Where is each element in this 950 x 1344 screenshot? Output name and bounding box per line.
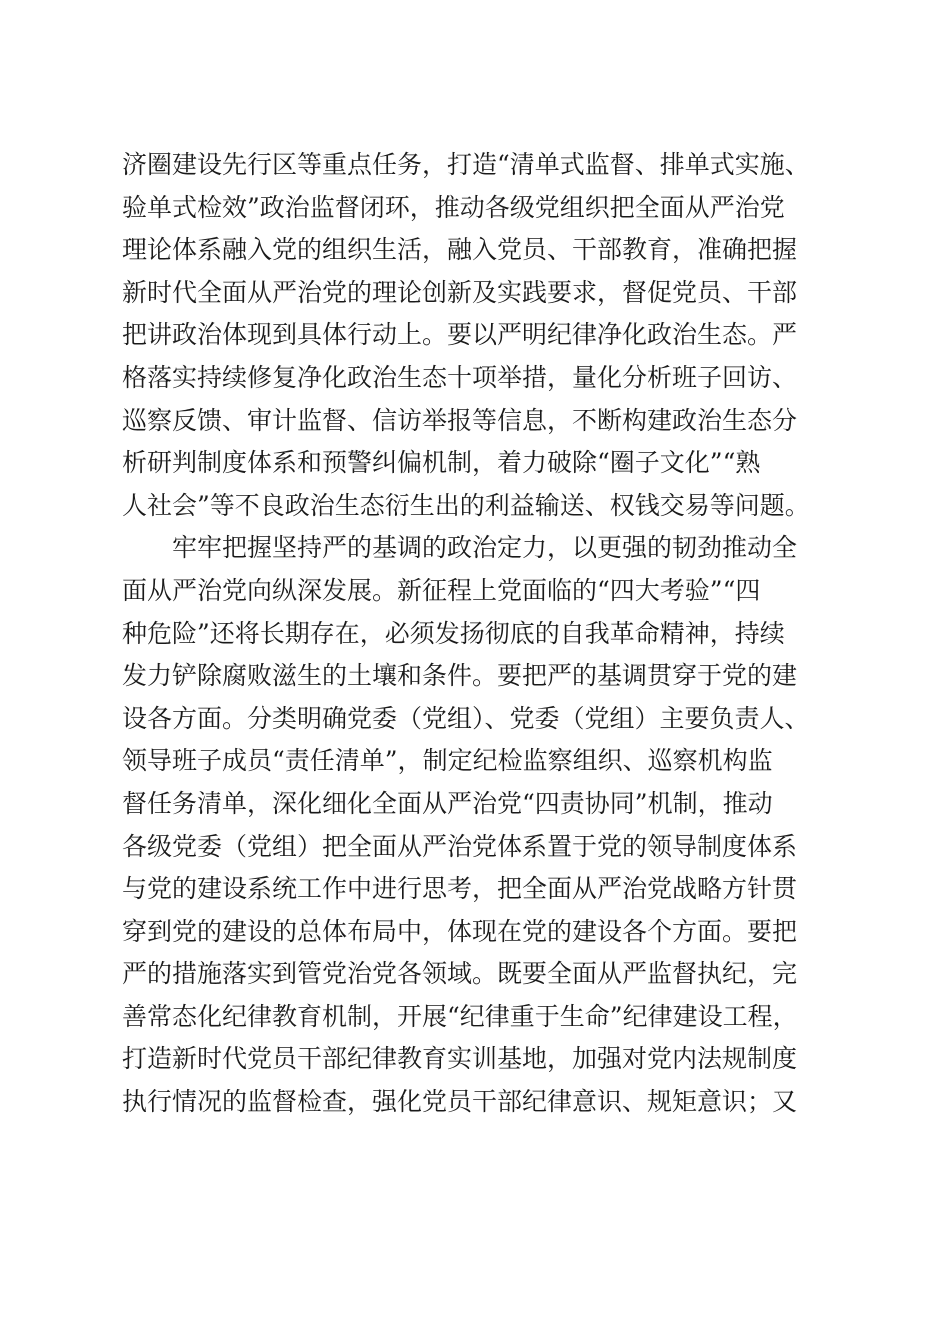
text-line: 督任务清单，深化细化全面从严治党“四责协同”机制，推动 <box>122 788 773 818</box>
text-line: 执行情况的监督检查，强化党员干部纪律意识、规矩意识；又 <box>122 1087 798 1117</box>
text-line: 格落实持续修复净化政治生态十项举措，量化分析班子回访、 <box>122 362 798 392</box>
text-line: 与党的建设系统工作中进行思考，把全面从严治党战略方针贯 <box>122 874 798 904</box>
text-line: 把讲政治体现到具体行动上。要以严明纪律净化政治生态。严 <box>122 320 798 350</box>
text-line: 领导班子成员“责任清单”，制定纪检监察组织、巡察机构监 <box>122 746 773 776</box>
text-line: 理论体系融入党的组织生活，融入党员、干部教育，准确把握 <box>122 235 798 265</box>
text-line: 面从严治党向纵深发展。新征程上党面临的“四大考验”“四 <box>122 575 761 605</box>
paragraph-start-line: 牢牢把握坚持严的基调的政治定力，以更强的韧劲推动全 <box>172 533 798 563</box>
text-line: 发力铲除腐败滋生的土壤和条件。要把严的基调贯穿于党的建 <box>122 661 798 691</box>
text-line: 各级党委（党组）把全面从严治党体系置于党的领导制度体系 <box>122 831 798 861</box>
text-line: 巡察反馈、审计监督、信访举报等信息，不断构建政治生态分 <box>122 405 798 435</box>
text-line: 析研判制度体系和预警纠偏机制，着力破除“圈子文化”“熟 <box>122 448 761 478</box>
text-line: 种危险”还将长期存在，必须发扬彻底的自我革命精神，持续 <box>122 618 785 648</box>
text-line: 严的措施落实到管党治党各领域。既要全面从严监督执纪，完 <box>122 959 798 989</box>
text-line: 打造新时代党员干部纪律教育实训基地，加强对党内法规制度 <box>122 1044 798 1074</box>
text-line: 新时代全面从严治党的理论创新及实践要求，督促党员、干部 <box>122 277 798 307</box>
text-line: 验单式检效”政治监督闭环，推动各级党组织把全面从严治党 <box>122 192 785 222</box>
text-line: 人社会”等不良政治生态衍生出的利益输送、权钱交易等问题。 <box>122 490 810 520</box>
text-line: 设各方面。分类明确党委（党组）、党委（党组）主要负责人、 <box>122 703 810 733</box>
text-line: 善常态化纪律教育机制，开展“纪律重于生命”纪律建设工程， <box>122 1001 798 1031</box>
text-line: 济圈建设先行区等重点任务，打造“清单式监督、排单式实施、 <box>122 150 810 179</box>
body-text <box>122 144 842 1124</box>
text-line: 穿到党的建设的总体布局中，体现在党的建设各个方面。要把 <box>122 916 798 946</box>
